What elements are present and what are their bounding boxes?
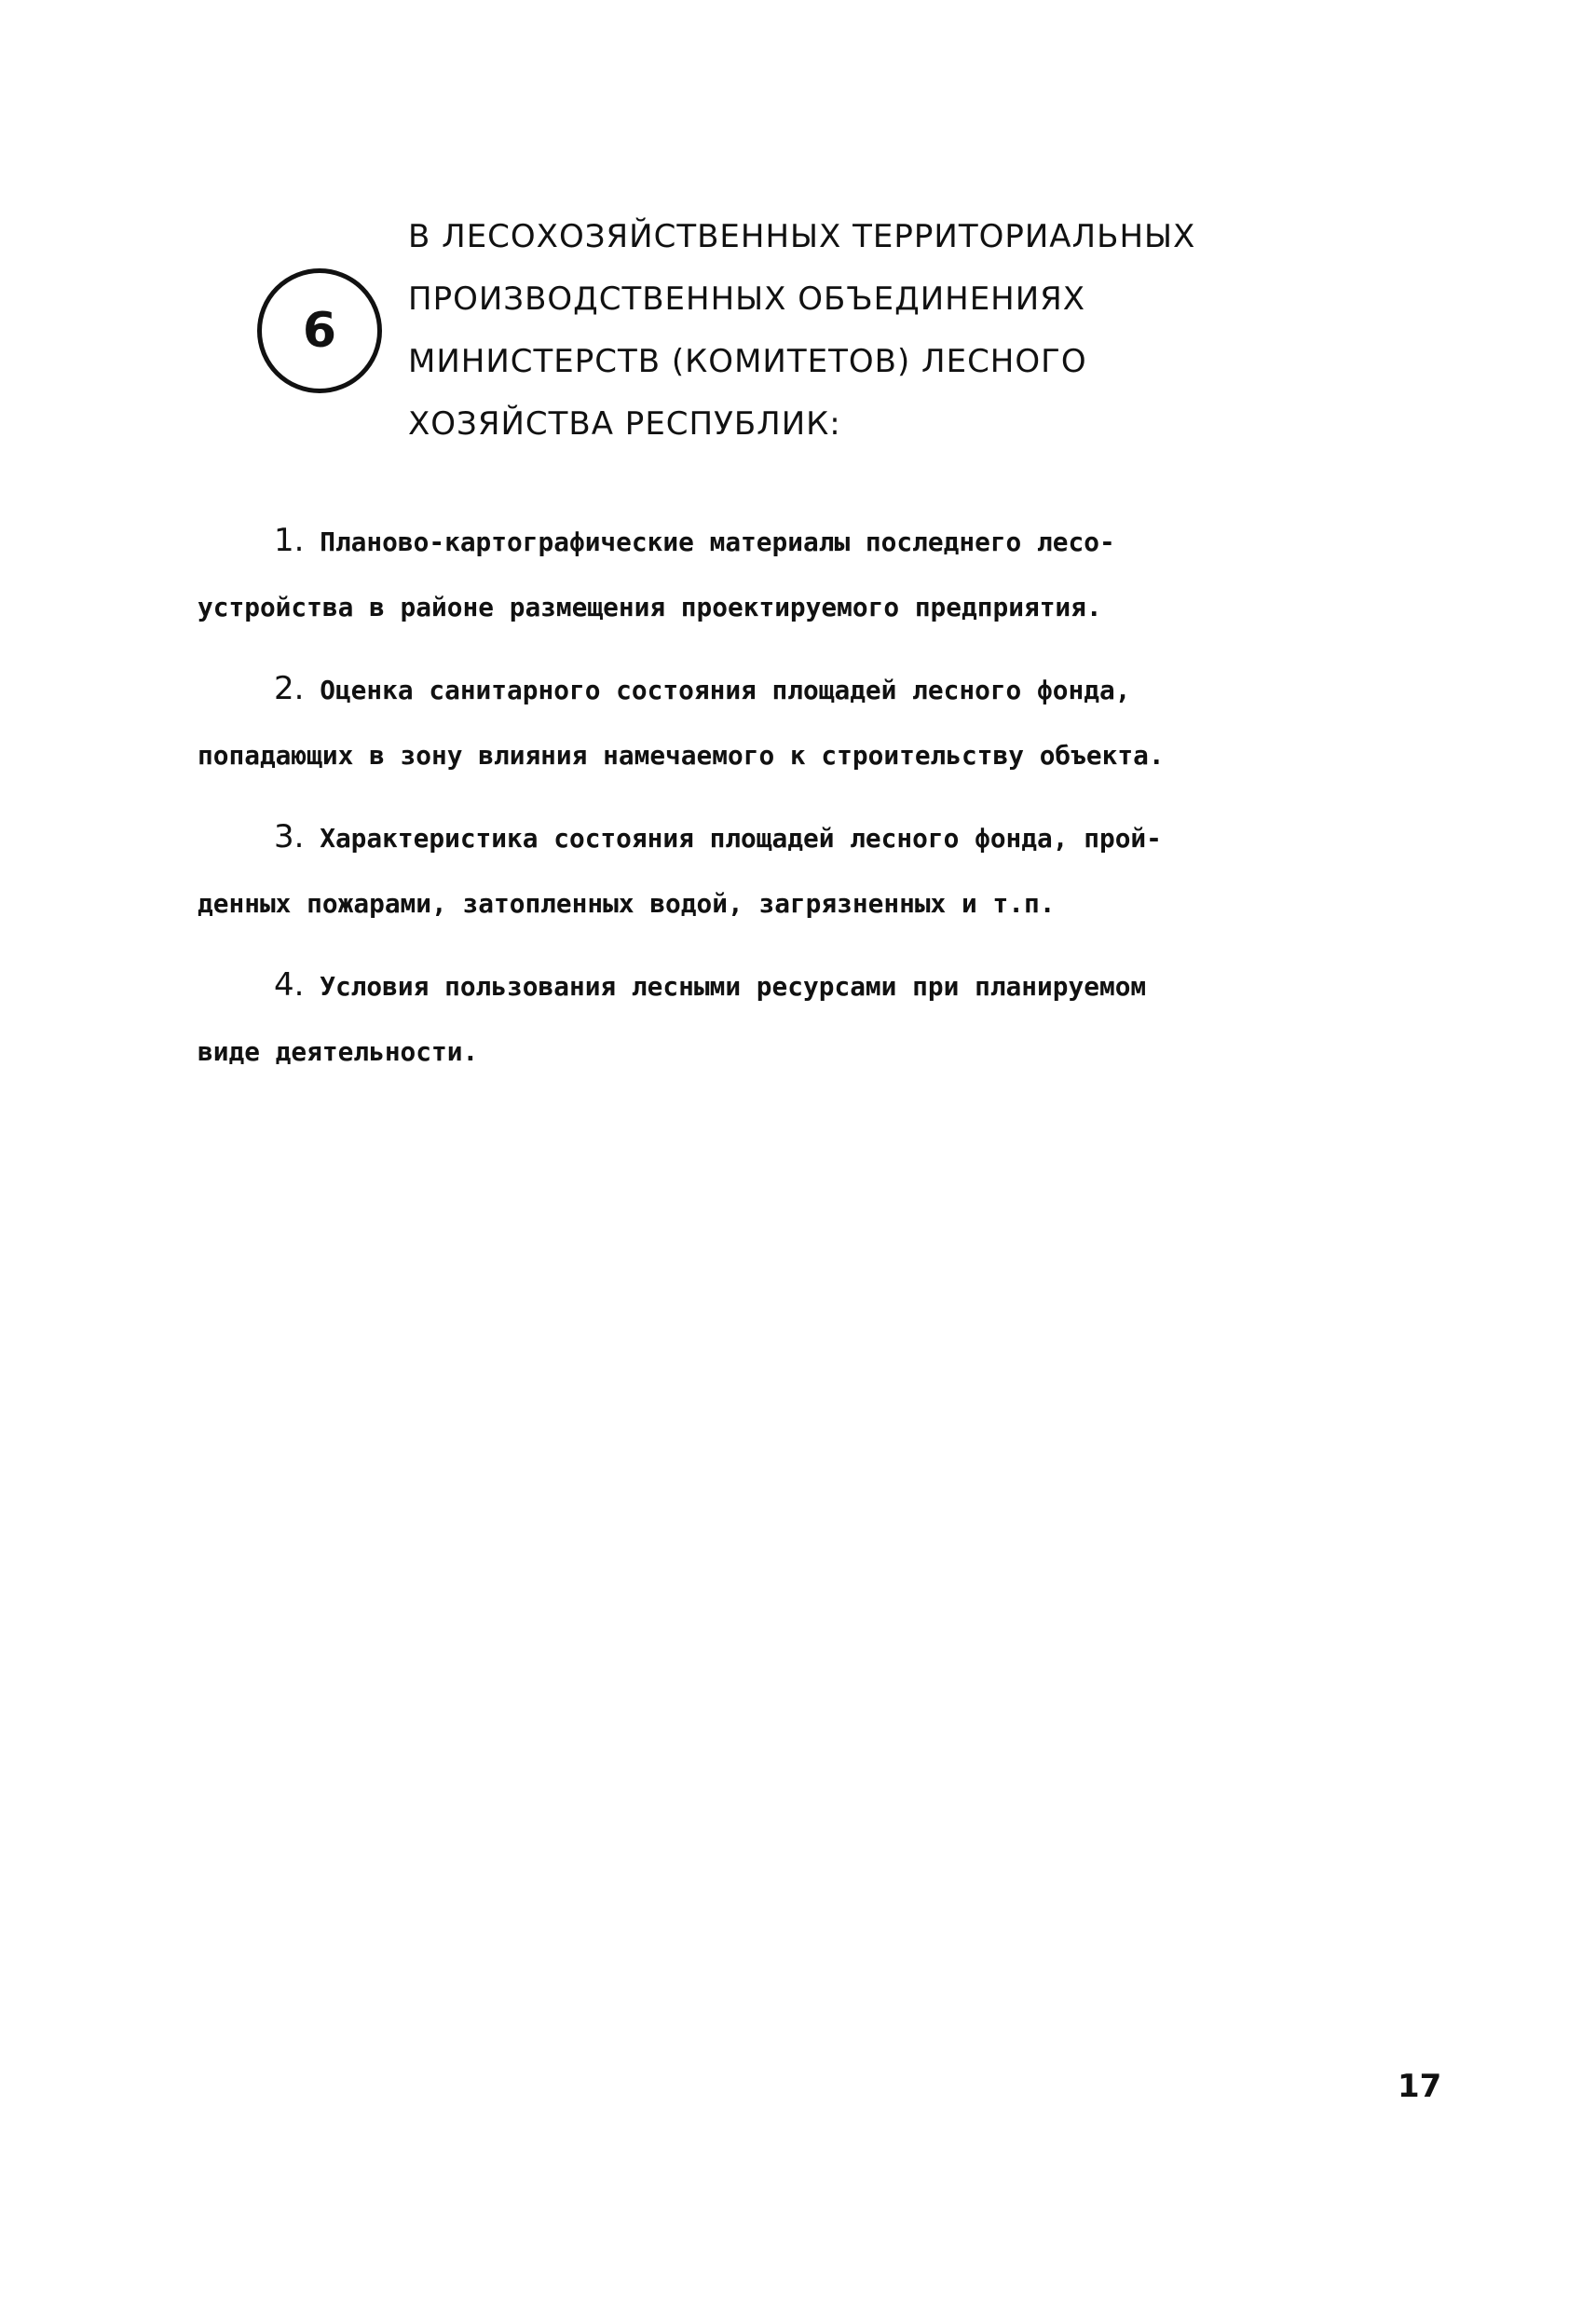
section-number: 6 xyxy=(302,303,337,359)
list-item-text: Оценка санитарного состояния площадей лесного фонда, xyxy=(320,675,1131,705)
list-item-number: 1. xyxy=(274,522,305,559)
list-item-first-line xyxy=(198,508,1437,575)
list-item-text: денных пожарами, затопленных водой, загрязненных и т.п. xyxy=(198,888,1056,919)
list-item-text: Характеристика состояния площадей лесного фонда, прой- xyxy=(320,823,1162,854)
list-item-text: Условия пользования лесными ресурсами при планируемом xyxy=(320,971,1147,1002)
list-item-first-line xyxy=(198,804,1437,871)
list-item-first-line xyxy=(198,656,1437,723)
list-item xyxy=(198,656,1437,788)
section-heading-line: ПРОИЗВОДСТВЕННЫХ ОБЪЕДИНЕНИЯХ xyxy=(408,280,1086,318)
list-item-number: 4. xyxy=(274,966,305,1004)
list-item-text: попадающих в зону влияния намечаемого к строительству объекта. xyxy=(198,740,1165,771)
list-item-first-line xyxy=(198,952,1437,1019)
section-heading-line: МИНИСТЕРСТВ (КОМИТЕТОВ) ЛЕСНОГО xyxy=(408,343,1087,380)
list-item xyxy=(198,508,1437,640)
section-heading xyxy=(408,206,1340,456)
list-item-number: 3. xyxy=(274,818,305,855)
section-heading-line: В ЛЕСОХОЗЯЙСТВЕННЫХ ТЕРРИТОРИАЛЬНЫХ xyxy=(408,218,1196,255)
list-item-text: устройства в районе размещения проектируемого предприятия. xyxy=(198,592,1102,622)
section-heading-line: ХОЗЯЙСТВА РЕСПУБЛИК: xyxy=(408,405,841,443)
list-item-text: виде деятельности. xyxy=(198,1036,479,1067)
list-item-number: 2. xyxy=(274,670,305,707)
list-item-text: Планово-картографические материалы последнего лесо- xyxy=(320,526,1115,557)
page-number: 17 xyxy=(1398,2068,1442,2105)
requirements-list xyxy=(198,508,1437,1085)
list-item xyxy=(198,804,1437,937)
section-number-circle xyxy=(257,268,382,393)
list-item xyxy=(198,952,1437,1085)
